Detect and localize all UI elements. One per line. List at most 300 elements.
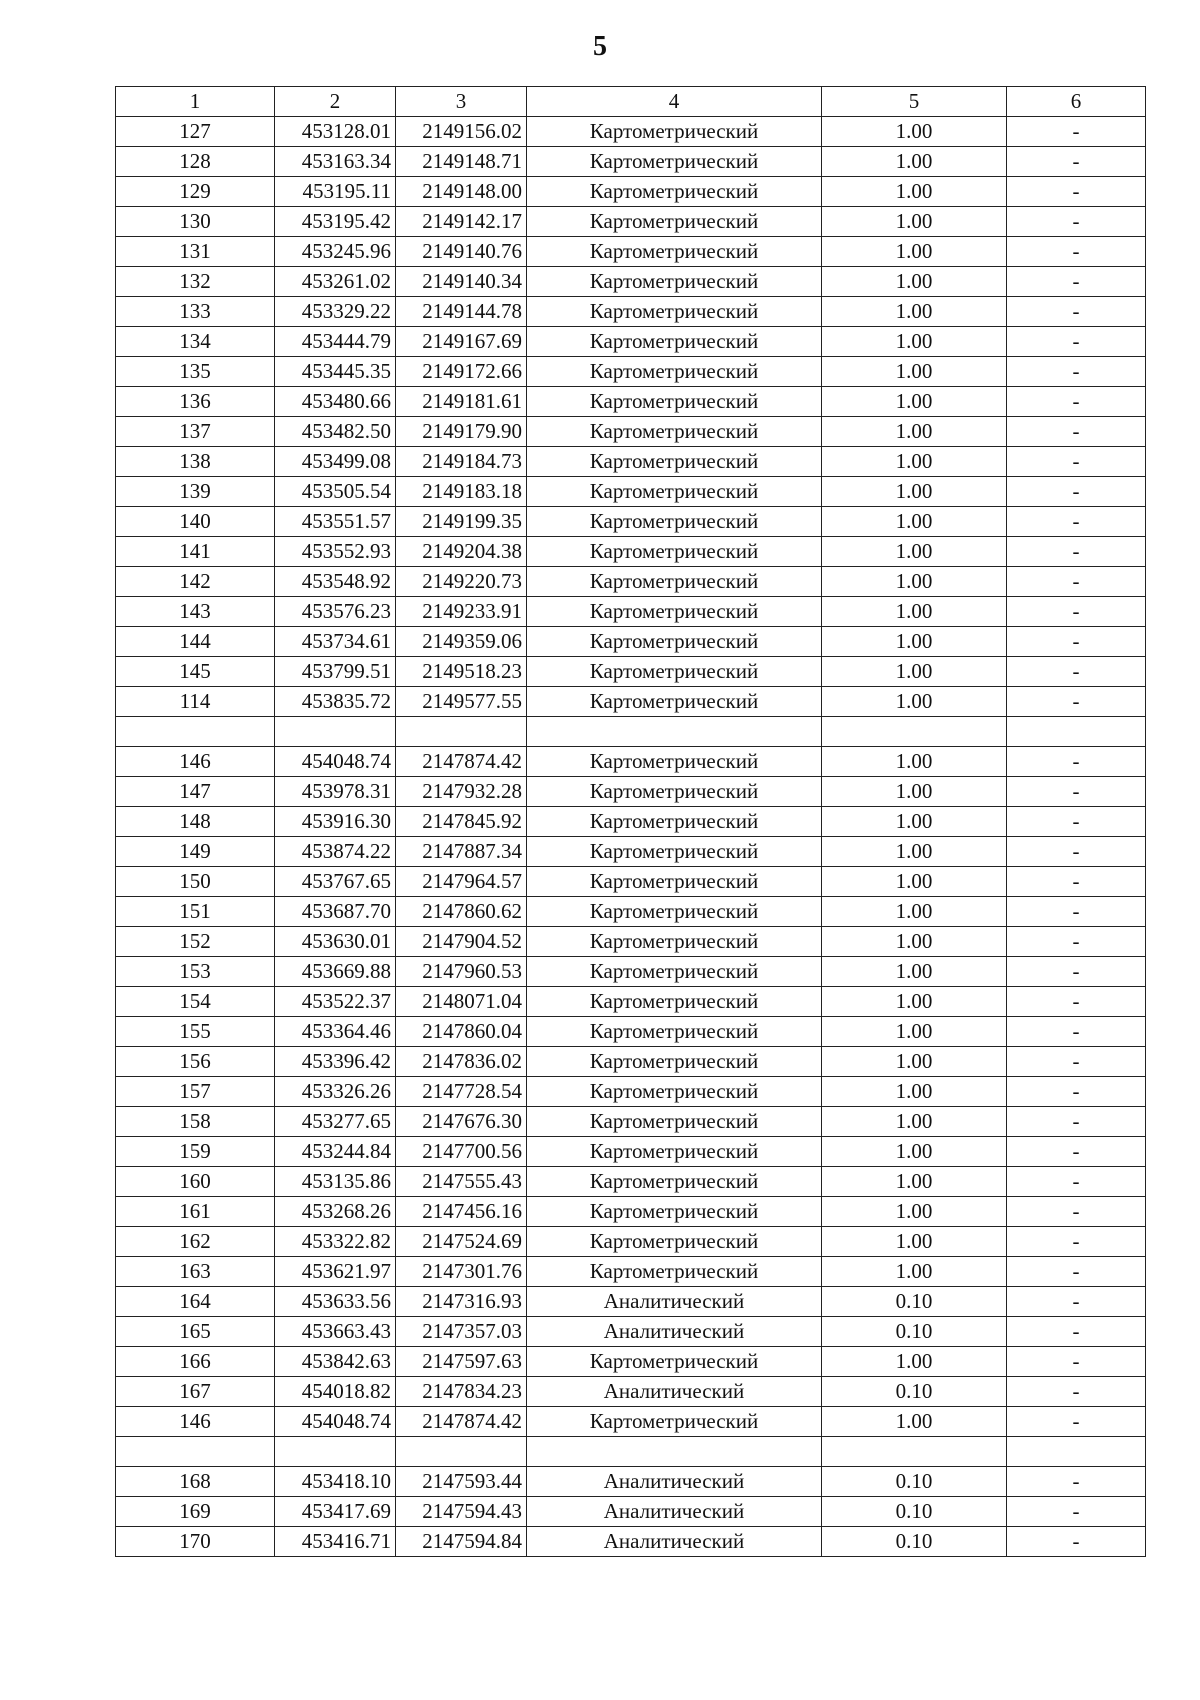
point-number-cell: 153 bbox=[116, 957, 275, 987]
note-cell: - bbox=[1007, 897, 1146, 927]
table-row bbox=[116, 867, 1146, 897]
point-number-cell: 114 bbox=[116, 687, 275, 717]
y-coordinate-cell: 2147524.69 bbox=[396, 1227, 527, 1257]
note-cell: - bbox=[1007, 1377, 1146, 1407]
accuracy-cell: 1.00 bbox=[822, 117, 1007, 147]
y-coordinate-cell: 2147874.42 bbox=[396, 747, 527, 777]
method-cell bbox=[527, 1437, 822, 1467]
x-coordinate-cell: 453245.96 bbox=[275, 237, 396, 267]
table-row bbox=[116, 597, 1146, 627]
point-number-cell: 147 bbox=[116, 777, 275, 807]
x-coordinate-cell: 453322.82 bbox=[275, 1227, 396, 1257]
table-row bbox=[116, 567, 1146, 597]
note-cell: - bbox=[1007, 1047, 1146, 1077]
x-coordinate-cell: 453244.84 bbox=[275, 1137, 396, 1167]
table-row bbox=[116, 147, 1146, 177]
method-cell bbox=[527, 717, 822, 747]
point-number-cell: 146 bbox=[116, 1407, 275, 1437]
table-row bbox=[116, 957, 1146, 987]
table-row bbox=[116, 1047, 1146, 1077]
table-row bbox=[116, 687, 1146, 717]
table-row bbox=[116, 417, 1146, 447]
note-cell: - bbox=[1007, 177, 1146, 207]
y-coordinate-cell: 2149172.66 bbox=[396, 357, 527, 387]
table-row bbox=[116, 747, 1146, 777]
y-coordinate-cell: 2149156.02 bbox=[396, 117, 527, 147]
table-row bbox=[116, 837, 1146, 867]
method-cell: Аналитический bbox=[527, 1467, 822, 1497]
table-row bbox=[116, 477, 1146, 507]
table-row bbox=[116, 297, 1146, 327]
table-row bbox=[116, 1317, 1146, 1347]
accuracy-cell: 1.00 bbox=[822, 267, 1007, 297]
accuracy-cell: 1.00 bbox=[822, 147, 1007, 177]
method-cell: Аналитический bbox=[527, 1527, 822, 1557]
note-cell: - bbox=[1007, 447, 1146, 477]
header-cell: 4 bbox=[527, 87, 822, 117]
y-coordinate-cell: 2147357.03 bbox=[396, 1317, 527, 1347]
x-coordinate-cell: 453277.65 bbox=[275, 1107, 396, 1137]
accuracy-cell: 1.00 bbox=[822, 957, 1007, 987]
x-coordinate-cell: 453329.22 bbox=[275, 297, 396, 327]
x-coordinate-cell: 453268.26 bbox=[275, 1197, 396, 1227]
table-row bbox=[116, 267, 1146, 297]
note-cell bbox=[1007, 717, 1146, 747]
note-cell: - bbox=[1007, 567, 1146, 597]
x-coordinate-cell: 453669.88 bbox=[275, 957, 396, 987]
x-coordinate-cell: 453799.51 bbox=[275, 657, 396, 687]
x-coordinate-cell: 453767.65 bbox=[275, 867, 396, 897]
x-coordinate-cell: 453505.54 bbox=[275, 477, 396, 507]
method-cell: Картометрический bbox=[527, 1257, 822, 1287]
table-row bbox=[116, 807, 1146, 837]
x-coordinate-cell: 453633.56 bbox=[275, 1287, 396, 1317]
x-coordinate-cell: 453551.57 bbox=[275, 507, 396, 537]
accuracy-cell: 0.10 bbox=[822, 1317, 1007, 1347]
note-cell: - bbox=[1007, 777, 1146, 807]
method-cell: Картометрический bbox=[527, 987, 822, 1017]
point-number-cell: 159 bbox=[116, 1137, 275, 1167]
method-cell: Картометрический bbox=[527, 1347, 822, 1377]
table-row bbox=[116, 537, 1146, 567]
method-cell: Картометрический bbox=[527, 357, 822, 387]
method-cell: Картометрический bbox=[527, 387, 822, 417]
point-number-cell bbox=[116, 1437, 275, 1467]
note-cell: - bbox=[1007, 927, 1146, 957]
method-cell: Картометрический bbox=[527, 837, 822, 867]
accuracy-cell: 1.00 bbox=[822, 327, 1007, 357]
x-coordinate-cell: 453417.69 bbox=[275, 1497, 396, 1527]
point-number-cell: 170 bbox=[116, 1527, 275, 1557]
note-cell: - bbox=[1007, 807, 1146, 837]
method-cell: Картометрический bbox=[527, 1047, 822, 1077]
accuracy-cell: 1.00 bbox=[822, 207, 1007, 237]
x-coordinate-cell: 453630.01 bbox=[275, 927, 396, 957]
y-coordinate-cell: 2149233.91 bbox=[396, 597, 527, 627]
note-cell: - bbox=[1007, 867, 1146, 897]
table-body bbox=[116, 117, 1146, 1557]
y-coordinate-cell: 2147728.54 bbox=[396, 1077, 527, 1107]
method-cell: Картометрический bbox=[527, 117, 822, 147]
note-cell: - bbox=[1007, 507, 1146, 537]
method-cell: Картометрический bbox=[527, 807, 822, 837]
x-coordinate-cell: 453734.61 bbox=[275, 627, 396, 657]
y-coordinate-cell: 2147845.92 bbox=[396, 807, 527, 837]
note-cell: - bbox=[1007, 687, 1146, 717]
method-cell: Картометрический bbox=[527, 657, 822, 687]
y-coordinate-cell: 2149148.00 bbox=[396, 177, 527, 207]
method-cell: Картометрический bbox=[527, 1137, 822, 1167]
y-coordinate-cell: 2147456.16 bbox=[396, 1197, 527, 1227]
accuracy-cell: 1.00 bbox=[822, 1077, 1007, 1107]
method-cell: Картометрический bbox=[527, 777, 822, 807]
method-cell: Картометрический bbox=[527, 327, 822, 357]
y-coordinate-cell: 2149220.73 bbox=[396, 567, 527, 597]
note-cell: - bbox=[1007, 417, 1146, 447]
note-cell: - bbox=[1007, 117, 1146, 147]
x-coordinate-cell: 453978.31 bbox=[275, 777, 396, 807]
table-row bbox=[116, 327, 1146, 357]
table-row bbox=[116, 717, 1146, 747]
accuracy-cell: 1.00 bbox=[822, 477, 1007, 507]
note-cell: - bbox=[1007, 207, 1146, 237]
point-number-cell: 154 bbox=[116, 987, 275, 1017]
method-cell: Аналитический bbox=[527, 1377, 822, 1407]
method-cell: Картометрический bbox=[527, 867, 822, 897]
note-cell: - bbox=[1007, 1407, 1146, 1437]
method-cell: Картометрический bbox=[527, 477, 822, 507]
accuracy-cell: 1.00 bbox=[822, 777, 1007, 807]
note-cell: - bbox=[1007, 657, 1146, 687]
y-coordinate-cell: 2149144.78 bbox=[396, 297, 527, 327]
accuracy-cell: 1.00 bbox=[822, 1257, 1007, 1287]
table-row bbox=[116, 1137, 1146, 1167]
header-cell: 1 bbox=[116, 87, 275, 117]
y-coordinate-cell: 2149183.18 bbox=[396, 477, 527, 507]
y-coordinate-cell: 2147887.34 bbox=[396, 837, 527, 867]
x-coordinate-cell: 453874.22 bbox=[275, 837, 396, 867]
table-row bbox=[116, 1527, 1146, 1557]
table-row bbox=[116, 207, 1146, 237]
note-cell: - bbox=[1007, 297, 1146, 327]
point-number-cell: 160 bbox=[116, 1167, 275, 1197]
y-coordinate-cell: 2149140.34 bbox=[396, 267, 527, 297]
point-number-cell: 148 bbox=[116, 807, 275, 837]
point-number-cell: 145 bbox=[116, 657, 275, 687]
accuracy-cell: 1.00 bbox=[822, 1197, 1007, 1227]
point-number-cell: 143 bbox=[116, 597, 275, 627]
method-cell: Картометрический bbox=[527, 1227, 822, 1257]
accuracy-cell: 1.00 bbox=[822, 987, 1007, 1017]
accuracy-cell: 1.00 bbox=[822, 1347, 1007, 1377]
x-coordinate-cell: 454048.74 bbox=[275, 1407, 396, 1437]
point-number-cell: 163 bbox=[116, 1257, 275, 1287]
accuracy-cell: 1.00 bbox=[822, 567, 1007, 597]
y-coordinate-cell: 2149148.71 bbox=[396, 147, 527, 177]
x-coordinate-cell: 453916.30 bbox=[275, 807, 396, 837]
x-coordinate-cell bbox=[275, 1437, 396, 1467]
header-cell: 5 bbox=[822, 87, 1007, 117]
point-number-cell: 140 bbox=[116, 507, 275, 537]
point-number-cell: 146 bbox=[116, 747, 275, 777]
note-cell: - bbox=[1007, 1287, 1146, 1317]
y-coordinate-cell: 2147301.76 bbox=[396, 1257, 527, 1287]
point-number-cell: 134 bbox=[116, 327, 275, 357]
x-coordinate-cell: 453482.50 bbox=[275, 417, 396, 447]
y-coordinate-cell: 2149359.06 bbox=[396, 627, 527, 657]
header-cell: 3 bbox=[396, 87, 527, 117]
y-coordinate-cell bbox=[396, 717, 527, 747]
accuracy-cell: 1.00 bbox=[822, 1137, 1007, 1167]
method-cell: Картометрический bbox=[527, 1107, 822, 1137]
y-coordinate-cell: 2147860.62 bbox=[396, 897, 527, 927]
y-coordinate-cell: 2147836.02 bbox=[396, 1047, 527, 1077]
note-cell: - bbox=[1007, 1197, 1146, 1227]
note-cell bbox=[1007, 1437, 1146, 1467]
note-cell: - bbox=[1007, 537, 1146, 567]
note-cell: - bbox=[1007, 627, 1146, 657]
accuracy-cell: 0.10 bbox=[822, 1527, 1007, 1557]
method-cell: Картометрический bbox=[527, 627, 822, 657]
note-cell: - bbox=[1007, 597, 1146, 627]
table-row bbox=[116, 1227, 1146, 1257]
table-row bbox=[116, 1377, 1146, 1407]
method-cell: Аналитический bbox=[527, 1287, 822, 1317]
note-cell: - bbox=[1007, 357, 1146, 387]
y-coordinate-cell: 2147593.44 bbox=[396, 1467, 527, 1497]
x-coordinate-cell: 453522.37 bbox=[275, 987, 396, 1017]
point-number-cell: 161 bbox=[116, 1197, 275, 1227]
accuracy-cell: 1.00 bbox=[822, 1017, 1007, 1047]
y-coordinate-cell bbox=[396, 1437, 527, 1467]
note-cell: - bbox=[1007, 1137, 1146, 1167]
method-cell: Картометрический bbox=[527, 687, 822, 717]
method-cell: Картометрический bbox=[527, 297, 822, 327]
y-coordinate-cell: 2147676.30 bbox=[396, 1107, 527, 1137]
accuracy-cell: 1.00 bbox=[822, 657, 1007, 687]
table-row bbox=[116, 987, 1146, 1017]
x-coordinate-cell: 453835.72 bbox=[275, 687, 396, 717]
y-coordinate-cell: 2149577.55 bbox=[396, 687, 527, 717]
point-number-cell: 131 bbox=[116, 237, 275, 267]
accuracy-cell: 1.00 bbox=[822, 357, 1007, 387]
note-cell: - bbox=[1007, 327, 1146, 357]
x-coordinate-cell: 453552.93 bbox=[275, 537, 396, 567]
method-cell: Картометрический bbox=[527, 927, 822, 957]
accuracy-cell: 1.00 bbox=[822, 177, 1007, 207]
y-coordinate-cell: 2147316.93 bbox=[396, 1287, 527, 1317]
method-cell: Картометрический bbox=[527, 207, 822, 237]
note-cell: - bbox=[1007, 1077, 1146, 1107]
x-coordinate-cell: 453444.79 bbox=[275, 327, 396, 357]
point-number-cell: 165 bbox=[116, 1317, 275, 1347]
table-row bbox=[116, 1107, 1146, 1137]
note-cell: - bbox=[1007, 237, 1146, 267]
accuracy-cell bbox=[822, 1437, 1007, 1467]
x-coordinate-cell: 453842.63 bbox=[275, 1347, 396, 1377]
x-coordinate-cell: 453480.66 bbox=[275, 387, 396, 417]
table-row bbox=[116, 1167, 1146, 1197]
note-cell: - bbox=[1007, 147, 1146, 177]
y-coordinate-cell: 2148071.04 bbox=[396, 987, 527, 1017]
point-number-cell: 155 bbox=[116, 1017, 275, 1047]
point-number-cell: 150 bbox=[116, 867, 275, 897]
x-coordinate-cell: 453326.26 bbox=[275, 1077, 396, 1107]
y-coordinate-cell: 2149181.61 bbox=[396, 387, 527, 417]
method-cell: Картометрический bbox=[527, 1017, 822, 1047]
point-number-cell: 169 bbox=[116, 1497, 275, 1527]
note-cell: - bbox=[1007, 1527, 1146, 1557]
method-cell: Картометрический bbox=[527, 237, 822, 267]
table-row bbox=[116, 1347, 1146, 1377]
note-cell: - bbox=[1007, 1167, 1146, 1197]
accuracy-cell bbox=[822, 717, 1007, 747]
point-number-cell: 149 bbox=[116, 837, 275, 867]
point-number-cell: 157 bbox=[116, 1077, 275, 1107]
table-row bbox=[116, 1437, 1146, 1467]
method-cell: Аналитический bbox=[527, 1497, 822, 1527]
x-coordinate-cell: 453195.11 bbox=[275, 177, 396, 207]
method-cell: Картометрический bbox=[527, 507, 822, 537]
accuracy-cell: 1.00 bbox=[822, 837, 1007, 867]
table-row bbox=[116, 507, 1146, 537]
method-cell: Картометрический bbox=[527, 1197, 822, 1227]
y-coordinate-cell: 2147597.63 bbox=[396, 1347, 527, 1377]
note-cell: - bbox=[1007, 837, 1146, 867]
method-cell: Картометрический bbox=[527, 267, 822, 297]
method-cell: Картометрический bbox=[527, 1407, 822, 1437]
point-number-cell: 142 bbox=[116, 567, 275, 597]
method-cell: Картометрический bbox=[527, 897, 822, 927]
accuracy-cell: 1.00 bbox=[822, 537, 1007, 567]
method-cell: Аналитический bbox=[527, 1317, 822, 1347]
y-coordinate-cell: 2149142.17 bbox=[396, 207, 527, 237]
point-number-cell: 136 bbox=[116, 387, 275, 417]
x-coordinate-cell: 453687.70 bbox=[275, 897, 396, 927]
accuracy-cell: 1.00 bbox=[822, 687, 1007, 717]
method-cell: Картометрический bbox=[527, 567, 822, 597]
x-coordinate-cell: 453128.01 bbox=[275, 117, 396, 147]
point-number-cell: 158 bbox=[116, 1107, 275, 1137]
accuracy-cell: 0.10 bbox=[822, 1287, 1007, 1317]
y-coordinate-cell: 2147904.52 bbox=[396, 927, 527, 957]
accuracy-cell: 1.00 bbox=[822, 447, 1007, 477]
y-coordinate-cell: 2149167.69 bbox=[396, 327, 527, 357]
x-coordinate-cell: 453261.02 bbox=[275, 267, 396, 297]
table-row bbox=[116, 387, 1146, 417]
coordinates-table bbox=[115, 86, 1146, 1557]
table-row bbox=[116, 1257, 1146, 1287]
method-cell: Картометрический bbox=[527, 1077, 822, 1107]
point-number-cell: 164 bbox=[116, 1287, 275, 1317]
y-coordinate-cell: 2147932.28 bbox=[396, 777, 527, 807]
x-coordinate-cell: 453135.86 bbox=[275, 1167, 396, 1197]
note-cell: - bbox=[1007, 1257, 1146, 1287]
table-row bbox=[116, 117, 1146, 147]
header-cell: 2 bbox=[275, 87, 396, 117]
accuracy-cell: 1.00 bbox=[822, 1107, 1007, 1137]
y-coordinate-cell: 2147834.23 bbox=[396, 1377, 527, 1407]
x-coordinate-cell: 453576.23 bbox=[275, 597, 396, 627]
accuracy-cell: 1.00 bbox=[822, 1167, 1007, 1197]
y-coordinate-cell: 2149518.23 bbox=[396, 657, 527, 687]
y-coordinate-cell: 2147860.04 bbox=[396, 1017, 527, 1047]
method-cell: Картометрический bbox=[527, 1167, 822, 1197]
x-coordinate-cell: 453163.34 bbox=[275, 147, 396, 177]
point-number-cell: 168 bbox=[116, 1467, 275, 1497]
y-coordinate-cell: 2147874.42 bbox=[396, 1407, 527, 1437]
note-cell: - bbox=[1007, 387, 1146, 417]
method-cell: Картометрический bbox=[527, 747, 822, 777]
x-coordinate-cell: 453396.42 bbox=[275, 1047, 396, 1077]
point-number-cell: 141 bbox=[116, 537, 275, 567]
accuracy-cell: 1.00 bbox=[822, 387, 1007, 417]
y-coordinate-cell: 2149184.73 bbox=[396, 447, 527, 477]
table-row bbox=[116, 1467, 1146, 1497]
x-coordinate-cell bbox=[275, 717, 396, 747]
method-cell: Картометрический bbox=[527, 417, 822, 447]
accuracy-cell: 1.00 bbox=[822, 807, 1007, 837]
x-coordinate-cell: 453548.92 bbox=[275, 567, 396, 597]
x-coordinate-cell: 454018.82 bbox=[275, 1377, 396, 1407]
accuracy-cell: 0.10 bbox=[822, 1497, 1007, 1527]
table-row bbox=[116, 1197, 1146, 1227]
note-cell: - bbox=[1007, 1317, 1146, 1347]
x-coordinate-cell: 453416.71 bbox=[275, 1527, 396, 1557]
method-cell: Картометрический bbox=[527, 537, 822, 567]
y-coordinate-cell: 2147594.43 bbox=[396, 1497, 527, 1527]
point-number-cell: 166 bbox=[116, 1347, 275, 1377]
accuracy-cell: 1.00 bbox=[822, 597, 1007, 627]
x-coordinate-cell: 453663.43 bbox=[275, 1317, 396, 1347]
y-coordinate-cell: 2149199.35 bbox=[396, 507, 527, 537]
note-cell: - bbox=[1007, 1467, 1146, 1497]
accuracy-cell: 0.10 bbox=[822, 1467, 1007, 1497]
x-coordinate-cell: 453364.46 bbox=[275, 1017, 396, 1047]
accuracy-cell: 1.00 bbox=[822, 867, 1007, 897]
point-number-cell: 137 bbox=[116, 417, 275, 447]
accuracy-cell: 1.00 bbox=[822, 1227, 1007, 1257]
table-row bbox=[116, 657, 1146, 687]
table-row bbox=[116, 1407, 1146, 1437]
point-number-cell: 144 bbox=[116, 627, 275, 657]
note-cell: - bbox=[1007, 1227, 1146, 1257]
table-row bbox=[116, 777, 1146, 807]
page-number: 5 bbox=[593, 31, 607, 62]
table-row bbox=[116, 447, 1146, 477]
header-cell: 6 bbox=[1007, 87, 1146, 117]
method-cell: Картометрический bbox=[527, 147, 822, 177]
accuracy-cell: 1.00 bbox=[822, 507, 1007, 537]
method-cell: Картометрический bbox=[527, 597, 822, 627]
note-cell: - bbox=[1007, 1107, 1146, 1137]
y-coordinate-cell: 2147960.53 bbox=[396, 957, 527, 987]
y-coordinate-cell: 2147964.57 bbox=[396, 867, 527, 897]
accuracy-cell: 1.00 bbox=[822, 1047, 1007, 1077]
table-row bbox=[116, 927, 1146, 957]
point-number-cell: 127 bbox=[116, 117, 275, 147]
accuracy-cell: 1.00 bbox=[822, 237, 1007, 267]
table-row bbox=[116, 1077, 1146, 1107]
x-coordinate-cell: 453418.10 bbox=[275, 1467, 396, 1497]
point-number-cell: 135 bbox=[116, 357, 275, 387]
table-row bbox=[116, 177, 1146, 207]
accuracy-cell: 1.00 bbox=[822, 897, 1007, 927]
accuracy-cell: 1.00 bbox=[822, 417, 1007, 447]
note-cell: - bbox=[1007, 987, 1146, 1017]
table-row bbox=[116, 1287, 1146, 1317]
point-number-cell: 151 bbox=[116, 897, 275, 927]
